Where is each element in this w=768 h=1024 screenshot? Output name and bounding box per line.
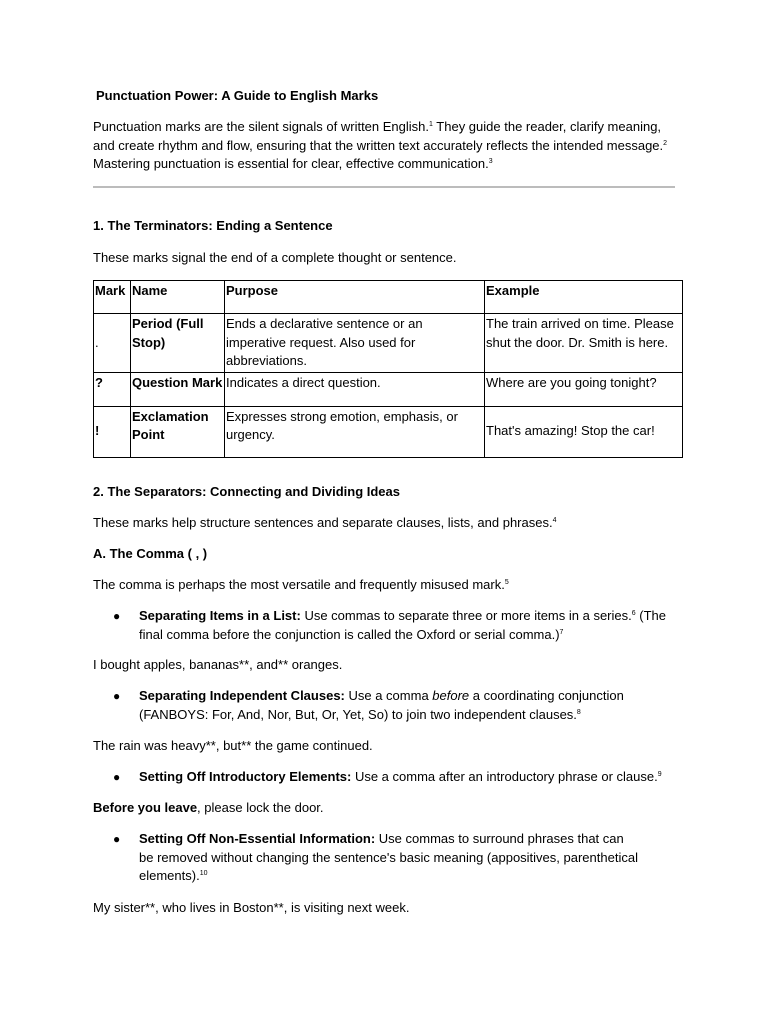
table-row xyxy=(94,314,683,373)
table-cell-mark: . xyxy=(94,314,131,373)
comma-text: The comma is perhaps the most versatile and frequently misused mark.$^5$ xyxy=(93,577,509,592)
example-sentence: The rain was heavy**, but** the game continued. xyxy=(93,738,373,753)
table-cell-purpose: Expresses strong emotion, emphasis, or urgency. xyxy=(225,406,485,457)
table-header-cell: Name xyxy=(131,281,225,314)
table-cell-example: That's amazing! Stop the car! xyxy=(485,406,683,457)
table-cell-purpose: Indicates a direct question. xyxy=(225,372,485,406)
list-item: ● Separating Independent Clauses: Use a comma before a coordinating conjunction (FANBOYS: For, And, Nor, But, Or, Yet, So) to join two independent clauses.$^8$ xyxy=(113,688,624,722)
section2-heading: 2. The Separators: Connecting and Dividing Ideas xyxy=(93,484,400,499)
list-item: ● Setting Off Introductory Elements: Use a comma after an introductory phrase or clause.$^9$ xyxy=(139,768,683,787)
table-row xyxy=(94,406,683,457)
table-cell-name: Exclamation Point xyxy=(131,406,225,457)
bullet-icon: ● xyxy=(113,609,121,623)
list-item: ● Setting Off Non-Essential Information: Use commas to surround phrases that can be removed without changing the sentence's basic meaning (appositives, parenthetical elements).$^{10}$ xyxy=(113,831,638,883)
horizontal-rule xyxy=(93,186,675,188)
table-header-cell: Example xyxy=(485,281,683,314)
section2-text: These marks help structure sentences and separate clauses, lists, and phrases.$^4$ xyxy=(93,515,557,530)
section1-text: These marks signal the end of a complete thought or sentence. xyxy=(93,250,457,265)
intro-paragraph: Punctuation marks are the silent signals of written English.$^1$ They guide the reader, clarify meaning, and create rhythm and flow, ensuring that the written text accurately reflects the intended message.$^2$ Mastering punctuation is essential for clear, effective communication.$^3$ xyxy=(93,119,668,171)
table-cell-purpose: Ends a declarative sentence or an imperative request. Also used for abbreviations. xyxy=(225,314,485,373)
example-sentence: Before you leave, please lock the door. xyxy=(93,800,324,815)
table-cell-mark: ? xyxy=(94,372,131,406)
example-sentence: I bought apples, bananas**, and** oranges. xyxy=(93,657,343,672)
bullet-icon: ● xyxy=(113,770,121,784)
section1-heading: 1. The Terminators: Ending a Sentence xyxy=(93,218,333,233)
bullet-icon: ● xyxy=(113,689,121,703)
table-cell-mark: ! xyxy=(94,406,131,457)
table-row xyxy=(94,372,683,406)
table-cell-example: Where are you going tonight? xyxy=(485,372,683,406)
bullet-icon: ● xyxy=(113,832,121,846)
example-sentence: My sister**, who lives in Boston**, is visiting next week. xyxy=(93,900,410,915)
table-cell-name: Period (Full Stop) xyxy=(131,314,225,373)
list-item: ● Separating Items in a List: Use commas to separate three or more items in a series.$^6$ (The final comma before the conjunction is called the Oxford or serial comma.)$^7$ xyxy=(113,608,666,642)
table-cell-name: Question Mark xyxy=(131,372,225,406)
table-header-cell: Purpose xyxy=(225,281,485,314)
terminators-table xyxy=(93,280,683,458)
table-cell-example: The train arrived on time. Please shut the door. Dr. Smith is here. xyxy=(485,314,683,373)
table-header-cell: Mark xyxy=(94,281,131,314)
document-title: Punctuation Power: A Guide to English Marks xyxy=(96,88,379,103)
table-header-row xyxy=(94,281,683,314)
comma-subheading: A. The Comma ( , ) xyxy=(93,546,208,561)
